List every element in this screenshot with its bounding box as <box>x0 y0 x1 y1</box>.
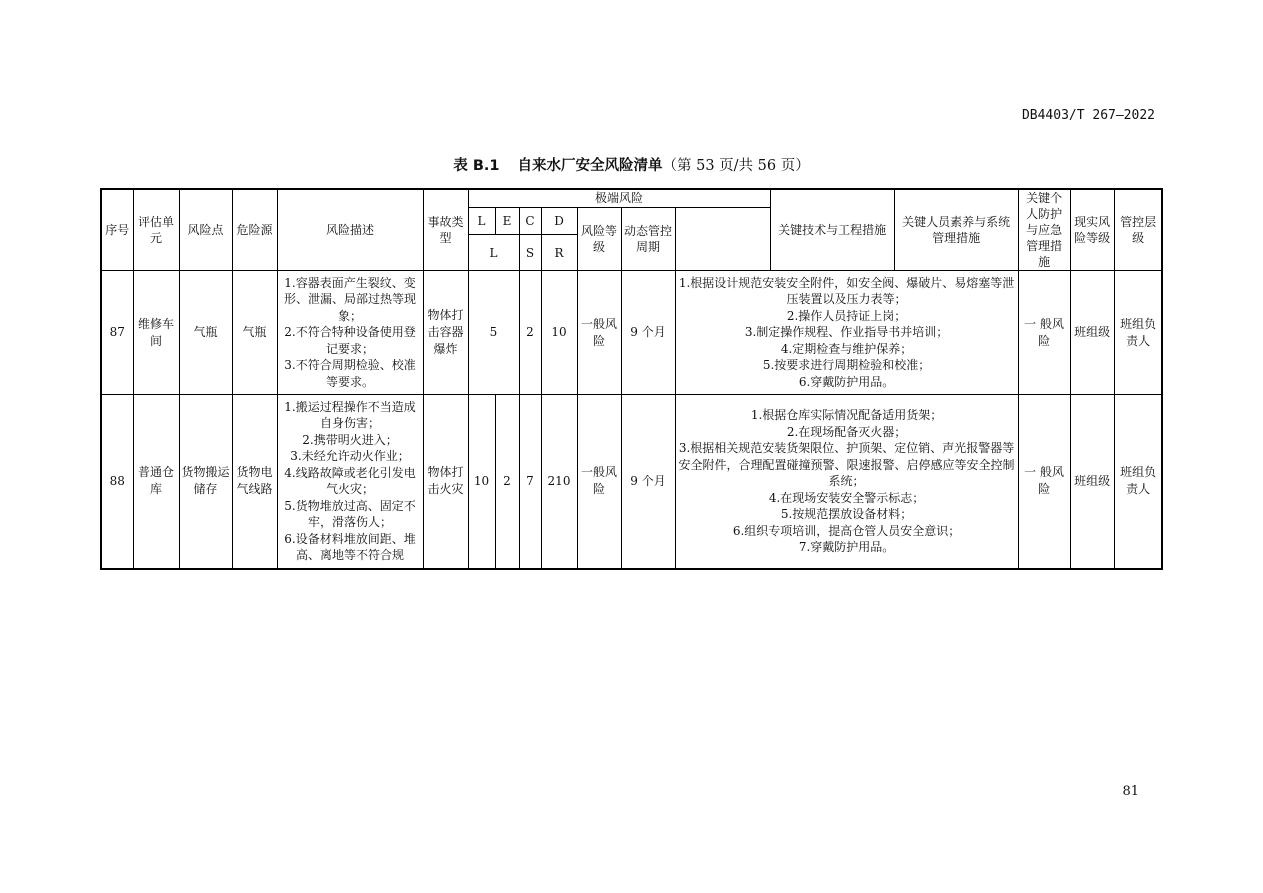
measure-line: 6.穿戴防护用品。 <box>798 374 895 389</box>
cell-unit: 维修车间 <box>133 271 179 395</box>
measure-line: 4.在现场安装安全警示标志； <box>768 490 925 505</box>
description-line: 3.未经允许动火作业； <box>290 449 410 464</box>
cell-description <box>277 271 423 395</box>
table-name: 自来水厂安全风险清单 <box>517 158 663 174</box>
table-title <box>0 154 1263 175</box>
description-line: 3.不符合周期检验、校准等要求。 <box>284 358 416 389</box>
measure-line: 1.根据设计规范安装安全附件，如安全阀、爆破片、易熔塞等泄压装置以及压力表等； <box>678 275 1015 307</box>
header-key-protection: 关键个人防护与应急管理措施 <box>1018 189 1070 271</box>
measure-line: 4.定期检查与维护保养； <box>780 341 913 356</box>
cell-actual-level: 一 般风险 <box>1018 271 1070 395</box>
cell-unit: 普通仓库 <box>133 395 179 569</box>
cell-d: 10 <box>541 271 577 395</box>
description-line: 6.设备材料堆放间距、堆高、离地等不符合规 <box>284 531 416 563</box>
cell-control-level: 班组级 <box>1070 271 1114 395</box>
cell-risk-point: 气瓶 <box>179 271 232 395</box>
header-key-tech: 关键技术与工程措施 <box>770 189 894 271</box>
description-line: 4.线路故障或老化引发电气火灾； <box>284 465 416 497</box>
header-actual-level: 现实风险等级 <box>1070 189 1114 271</box>
header-extreme-risk: 极端风险 <box>468 189 770 207</box>
cell-actual-level: 一 般风险 <box>1018 395 1070 569</box>
header-risk-level: 风险等级 <box>577 207 621 271</box>
cell-c: 2 <box>519 271 541 395</box>
measure-line: 2.操作人员持证上岗； <box>786 308 907 323</box>
document-code: DB4403/T 267—2022 <box>1021 108 1155 123</box>
header-r: R <box>541 235 577 271</box>
page-number: 81 <box>1122 784 1139 799</box>
cell-seq: 87 <box>101 271 133 395</box>
cell-risk-level: 一般风险 <box>577 395 621 569</box>
cell-control-level: 班组级 <box>1070 395 1114 569</box>
header-e: E <box>495 207 519 235</box>
description-line: 1.容器表面产生裂纹、变形、泄漏、局部过热等现象； <box>283 275 416 323</box>
cell-seq: 88 <box>101 395 133 569</box>
table-row <box>101 395 1162 569</box>
measure-line: 3.制定操作规程、作业指导书并培训； <box>744 325 949 340</box>
header-d: D <box>541 207 577 235</box>
cell-accident-type: 物体打击火灾 <box>423 395 468 569</box>
cell-risk-level: 一般风险 <box>577 271 621 395</box>
cell-e: 2 <box>495 395 519 569</box>
description-line: 5.货物堆放过高、固定不牢，滑落伤人； <box>284 498 416 530</box>
cell-hazard: 气瓶 <box>232 271 277 395</box>
header-unit: 评估单元 <box>133 189 179 271</box>
header-seq: 序号 <box>101 189 133 271</box>
table-label: 表 B.1 <box>453 158 500 174</box>
risk-table <box>100 188 1163 570</box>
cell-c: 7 <box>519 395 541 569</box>
cell-measures <box>675 271 1018 395</box>
measure-line: 2.在现场配备灭火器； <box>786 424 907 439</box>
cell-description <box>277 395 423 569</box>
description-line: 2.携带明火进入； <box>302 432 398 447</box>
header-s: S <box>519 235 541 271</box>
cell-accident-type: 物体打击容器爆炸 <box>423 271 468 395</box>
measure-line: 3.根据相关规范安装货架限位、护顶架、定位销、声光报警器等安全附件，合理配置碰撞预警、限速报警、启停感应等安全控制系统； <box>678 441 1015 488</box>
header-dynamic-cycle: 动态管控周期 <box>621 207 675 271</box>
cell-l: 10 <box>468 395 495 569</box>
measure-line: 5.按要求进行周期检验和校准； <box>762 358 931 373</box>
cell-cycle: 9 个月 <box>621 271 675 395</box>
measure-line: 6.组织专项培训，提高仓管人员安全意识； <box>732 523 961 538</box>
header-hazard: 危险源 <box>232 189 277 271</box>
header-ll: L <box>468 235 519 271</box>
header-l: L <box>468 207 495 235</box>
cell-measures <box>675 395 1018 569</box>
measure-line: 5.按规范摆放设备材料； <box>780 507 913 521</box>
header-control-level: 管控层级 <box>1114 189 1162 271</box>
cell-responsible: 班组负责人 <box>1114 271 1162 395</box>
measure-line: 1.根据仓库实际情况配备适用货架； <box>750 408 943 422</box>
header-risk-point: 风险点 <box>179 189 232 271</box>
table-page-info: （第 53 页/共 56 页） <box>662 158 810 174</box>
header-c: C <box>519 207 541 235</box>
header-key-personnel: 关键人员素养与系统管理措施 <box>894 189 1018 271</box>
cell-risk-point: 货物搬运储存 <box>179 395 232 569</box>
cell-hazard: 货物电气线路 <box>232 395 277 569</box>
cell-cycle: 9 个月 <box>621 395 675 569</box>
measure-line: 7.穿戴防护用品。 <box>798 540 895 554</box>
header-description: 风险描述 <box>277 189 423 271</box>
header-accident-type: 事故类型 <box>423 189 468 271</box>
cell-responsible: 班组负责人 <box>1114 395 1162 569</box>
table-row <box>101 271 1162 395</box>
description-line: 2.不符合特种设备使用登记要求； <box>284 325 416 356</box>
description-line: 1.搬运过程操作不当造成自身伤害； <box>284 399 416 431</box>
cell-l: 5 <box>468 271 519 395</box>
cell-d: 210 <box>541 395 577 569</box>
